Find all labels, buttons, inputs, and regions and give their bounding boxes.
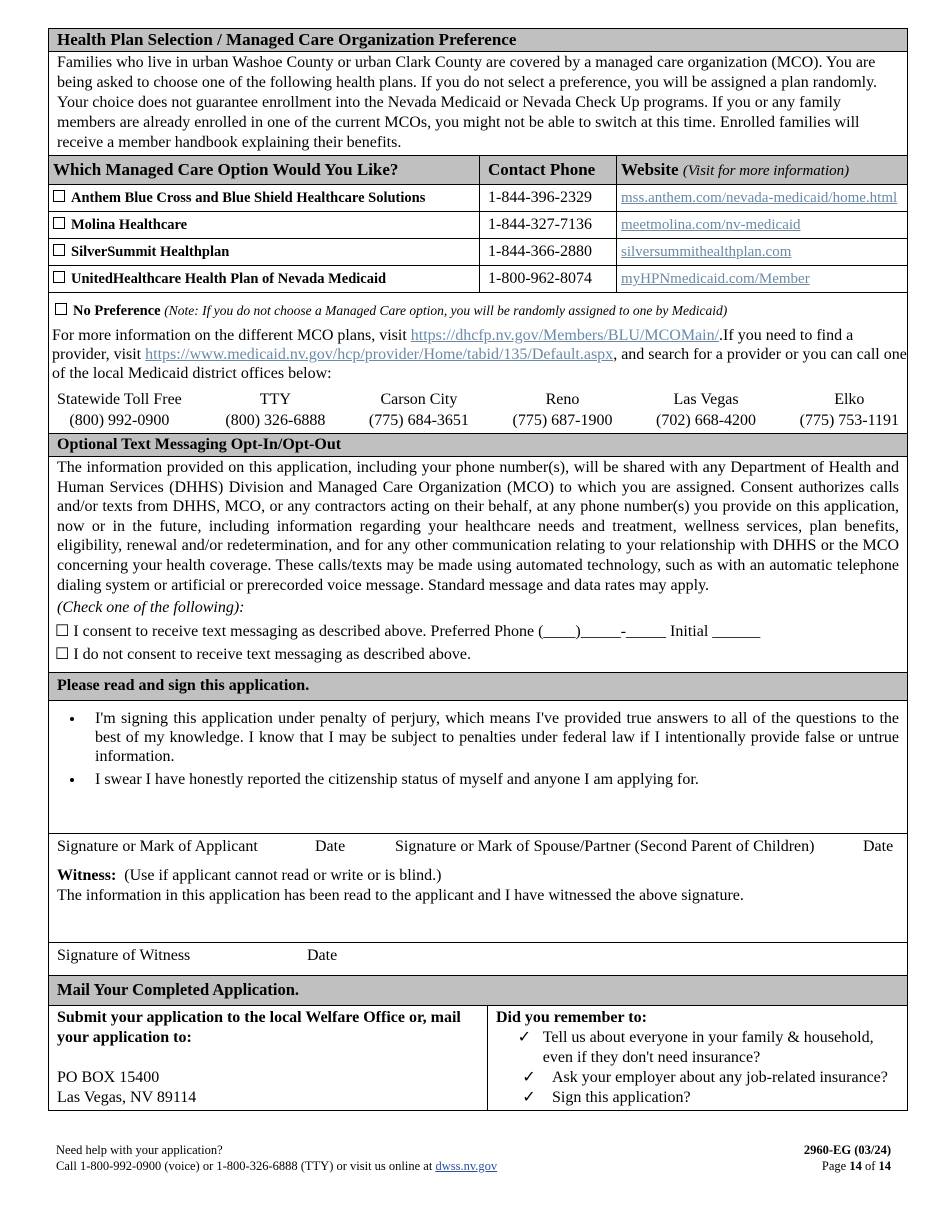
health-plan-header: Health Plan Selection / Managed Care Organization Preference bbox=[49, 29, 907, 52]
dwss-link[interactable]: dwss.nv.gov bbox=[435, 1159, 498, 1173]
witness-statement: The information in this application has been read to the applicant and I have witnessed the above signature. bbox=[57, 887, 744, 905]
office-reno bbox=[512, 389, 612, 431]
phone-column-header: Contact Phone bbox=[480, 156, 617, 185]
plan-unitedhealthcare bbox=[49, 266, 480, 293]
no-consent-label: I do not consent to receive text messaging as described above. bbox=[73, 646, 471, 664]
applicant-date-field[interactable]: Date bbox=[315, 838, 346, 856]
call-text: Call 1-800-992-0900 (voice) or 1-800-326-6888 (TTY) or visit us online at bbox=[56, 1159, 436, 1173]
plan-website-cell bbox=[617, 185, 908, 212]
witness-date-field[interactable]: Date bbox=[307, 947, 338, 965]
health-plan-intro: Families who live in urban Washoe County or urban Clark County are covered by a managed care organization (MCO). You are being asked to choose one of the following health plans. If you do not select a preference, you will be assigned a plan randomly. Your choice does not guarantee enrollment into the Nevada Medicaid or Nevada Check Up programs. If you or any family members are already enrolled in one of the current MCOs, you might not be able to switch at this time. Enrolled families will receive a member handbook explaining their benefits. bbox=[57, 54, 878, 151]
plan-row-unitedhealthcare bbox=[49, 266, 907, 293]
plan-row-molina bbox=[49, 212, 907, 239]
plan-phone: 1-800-962-8074 bbox=[480, 266, 617, 293]
provider-search-link[interactable]: https://www.medicaid.nv.gov/hcp/provider/Home/tabid/135/Default.aspx bbox=[145, 346, 614, 363]
silversummit-checkbox[interactable] bbox=[53, 244, 65, 256]
mail-section bbox=[49, 1005, 907, 1110]
page-footer bbox=[56, 1142, 891, 1174]
molina-checkbox[interactable] bbox=[53, 217, 65, 229]
website-header-label: Website bbox=[621, 160, 679, 179]
office-carson-city bbox=[369, 389, 469, 431]
plan-molina bbox=[49, 212, 480, 239]
office-phone: (800) 992-0900 bbox=[69, 412, 170, 429]
office-tty bbox=[225, 389, 325, 431]
consent-label: I consent to receive text messaging as described above. Preferred Phone (____)_____-_____ Initial ______ bbox=[73, 623, 761, 641]
reminder-title: Did you remember to: bbox=[496, 1009, 647, 1027]
application-form bbox=[48, 28, 908, 1111]
mco-table-header bbox=[49, 156, 907, 185]
help-text: Need help with your application? bbox=[56, 1143, 223, 1157]
plan-name: SilverSummit Healthplan bbox=[71, 243, 230, 260]
plan-phone: 1-844-327-7136 bbox=[480, 212, 617, 239]
checkmark-icon: ✓ bbox=[522, 1069, 536, 1087]
more-info-text-3: , and search for a provider or you can call one of the local Medicaid district offices below: bbox=[52, 346, 907, 382]
checkmark-icon: ✓ bbox=[522, 1089, 536, 1107]
more-info-text-1: For more information on the different MCO plans, visit bbox=[52, 327, 411, 344]
office-statewide bbox=[57, 389, 182, 431]
witness-signature-field[interactable]: Signature of Witness bbox=[57, 947, 191, 965]
reminder-checklist bbox=[488, 1006, 907, 1110]
more-info-text-2: .If you need to find a provider, visit bbox=[52, 327, 854, 363]
page-prefix: Page bbox=[821, 1159, 850, 1173]
molina-website-link[interactable]: meetmolina.com/nv-medicaid bbox=[621, 217, 801, 233]
witness-section bbox=[49, 860, 907, 942]
plan-name: UnitedHealthcare Health Plan of Nevada Medicaid bbox=[71, 270, 387, 287]
checklist-item bbox=[496, 1088, 899, 1108]
page-of: of bbox=[861, 1159, 879, 1173]
office-phone: (775) 687-1900 bbox=[512, 412, 613, 429]
office-phone: (800) 326-6888 bbox=[225, 412, 326, 429]
mail-address-block bbox=[49, 1006, 488, 1110]
form-info bbox=[804, 1142, 891, 1174]
no-consent-option bbox=[49, 643, 907, 673]
office-name: Statewide Toll Free bbox=[57, 391, 182, 408]
form-id: 2960-EG (03/24) bbox=[803, 1143, 891, 1157]
check-one-instruction: (Check one of the following): bbox=[57, 599, 245, 617]
office-elko bbox=[800, 389, 899, 431]
mco-main-link[interactable]: https://dhcfp.nv.gov/Members/BLU/MCOMain/ bbox=[410, 327, 720, 344]
sign-header: Please read and sign this application. bbox=[49, 673, 907, 701]
checklist-item bbox=[496, 1068, 899, 1088]
office-name: Elko bbox=[834, 391, 865, 408]
office-name: Reno bbox=[545, 391, 580, 408]
option-column-header: Which Managed Care Option Would You Like? bbox=[49, 156, 480, 185]
consent-option bbox=[49, 620, 907, 643]
no-preference-option bbox=[49, 293, 907, 326]
plan-website-cell bbox=[617, 239, 908, 266]
anthem-checkbox[interactable] bbox=[53, 190, 65, 202]
witness-label: Witness: bbox=[57, 867, 117, 885]
address-line-1: PO BOX 15400 bbox=[57, 1069, 160, 1087]
mco-table bbox=[49, 155, 907, 293]
checklist-item bbox=[496, 1028, 899, 1068]
checkmark-icon: ✓ bbox=[517, 1029, 532, 1047]
checklist-text: Tell us about everyone in your family & household, even if they don't need insurance? bbox=[542, 1029, 874, 1067]
applicant-signature-field[interactable]: Signature or Mark of Applicant bbox=[57, 838, 258, 856]
submit-instructions: Submit your application to the local Welfare Office or, mail your application to: bbox=[57, 1009, 461, 1047]
office-phone: (775) 753-1191 bbox=[799, 412, 899, 429]
page-current: 14 bbox=[849, 1159, 862, 1173]
plan-phone: 1-844-366-2880 bbox=[480, 239, 617, 266]
witness-signature-line bbox=[49, 942, 907, 975]
address-line-2: Las Vegas, NV 89114 bbox=[57, 1089, 197, 1107]
spouse-date-field[interactable]: Date bbox=[863, 838, 894, 856]
plan-row-anthem bbox=[49, 185, 907, 212]
office-phone: (775) 684-3651 bbox=[368, 412, 469, 429]
mail-header: Mail Your Completed Application. bbox=[49, 975, 907, 1005]
office-las-vegas bbox=[656, 389, 756, 431]
unitedhealthcare-website-link[interactable]: myHPNmedicaid.com/Member bbox=[621, 271, 810, 287]
no-preference-checkbox[interactable] bbox=[55, 303, 67, 315]
signature-line bbox=[49, 833, 907, 860]
plan-anthem bbox=[49, 185, 480, 212]
plan-name: Anthem Blue Cross and Blue Shield Healthcare Solutions bbox=[71, 189, 426, 206]
checklist-text: Sign this application? bbox=[552, 1089, 691, 1107]
text-messaging-body: The information provided on this application, including your phone number(s), will be shared with any Department of Health and Human Services (DHHS) Division and Managed Care Organization (MCO) to which you are assigned. Consent authorizes calls and/or texts from DHHS, MCO, or any contractors acting on their behalf, at any phone number(s) you provide on this application, now or in the future, including information regarding your healthcare needs and treatment, wellness services, plan benefits, eligibility, renewal and/or redetermination, and for any other communication relating to your relationship with DHHS or the MCO concerning your health coverage. These calls/texts may be made using automated technology, such as with an automatic telephone dialing system or artificial or prerecorded voice message. Standard message and data rates may apply. bbox=[57, 459, 899, 594]
witness-note: (Use if applicant cannot read or write or is blind.) bbox=[124, 867, 442, 885]
plan-name: Molina Healthcare bbox=[71, 216, 188, 233]
plan-silversummit bbox=[49, 239, 480, 266]
no-preference-label: No Preference bbox=[73, 303, 161, 319]
unitedhealthcare-checkbox[interactable] bbox=[53, 271, 65, 283]
no-consent-checkbox[interactable]: ☐ bbox=[55, 646, 74, 664]
plan-website-cell bbox=[617, 266, 908, 293]
office-name: Las Vegas bbox=[673, 391, 739, 408]
plan-website-cell bbox=[617, 212, 908, 239]
contact-line bbox=[56, 1158, 891, 1174]
anthem-website-link[interactable]: mss.anthem.com/nevada-medicaid/home.html bbox=[621, 190, 898, 206]
website-header-note: (Visit for more information) bbox=[682, 163, 850, 179]
page-number bbox=[804, 1158, 891, 1174]
checklist-text: Ask your employer about any job-related insurance? bbox=[552, 1069, 888, 1087]
office-phone: (702) 668-4200 bbox=[656, 412, 757, 429]
attestation-list bbox=[49, 701, 907, 833]
more-info-paragraph bbox=[46, 326, 907, 383]
office-name: Carson City bbox=[380, 391, 458, 408]
office-name: TTY bbox=[259, 391, 291, 408]
plan-phone: 1-844-396-2329 bbox=[480, 185, 617, 212]
website-column-header bbox=[617, 156, 908, 185]
attestation-citizenship: • I swear I have honestly reported the citizenship status of myself and anyone I am applying for. bbox=[85, 770, 899, 789]
page-total: 14 bbox=[878, 1159, 891, 1173]
plan-row-silversummit bbox=[49, 239, 907, 266]
spouse-signature-field[interactable]: Signature or Mark of Spouse/Partner (Second Parent of Children) bbox=[395, 838, 815, 856]
no-preference-note: (Note: If you do not choose a Managed Care option, you will be randomly assigned to one by Medicaid) bbox=[164, 303, 728, 318]
consent-checkbox[interactable]: ☐ bbox=[55, 623, 74, 641]
silversummit-website-link[interactable]: silversummithealthplan.com bbox=[621, 244, 792, 260]
attestation-perjury: • I'm signing this application under penalty of perjury, which means I've provided true answers to all of the questions to the best of my knowledge. I know that I may be subject to penalties under federal law if I intentionally provide false or untrue information. bbox=[85, 709, 899, 766]
district-offices bbox=[49, 383, 907, 434]
text-messaging-header: Optional Text Messaging Opt-In/Opt-Out bbox=[49, 434, 907, 457]
